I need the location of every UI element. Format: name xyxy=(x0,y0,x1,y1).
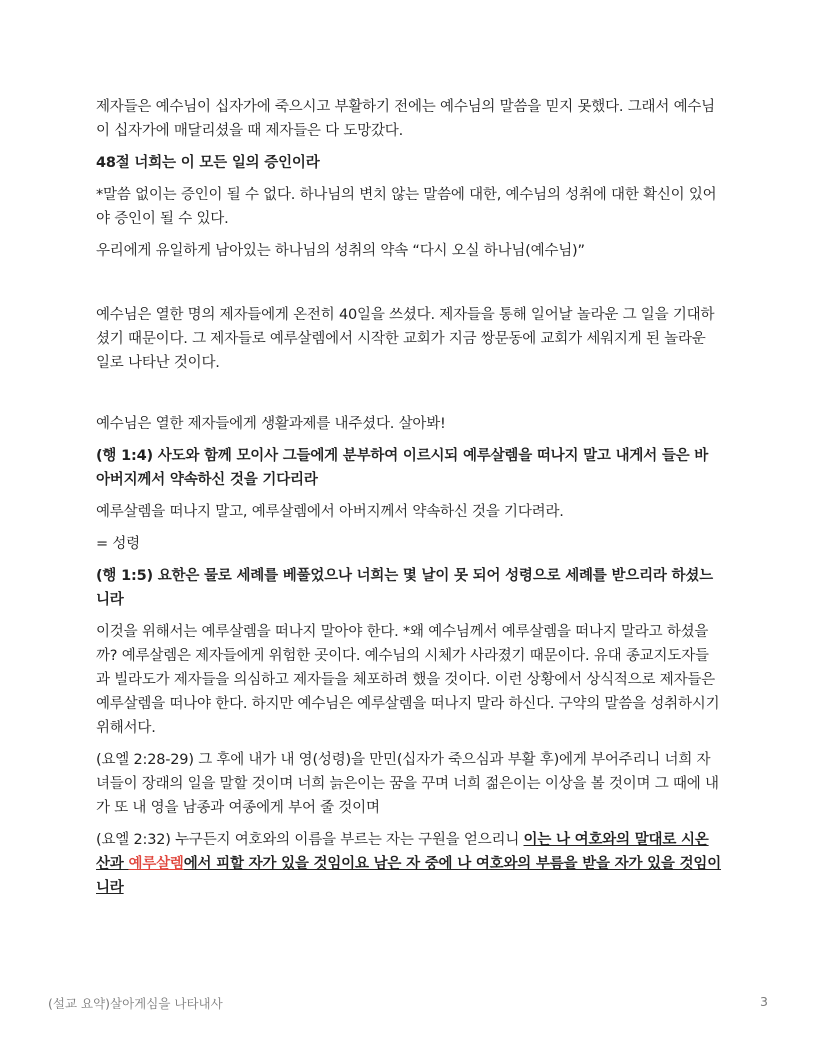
spacer xyxy=(96,271,722,303)
verse-joel-2-28: (요엘 2:28-29) 그 후에 내가 내 영(성령)을 만민(십자가 죽으심과 부활 후)에게 부어주리니 너희 자녀들이 장래의 일을 말할 것이며 너희 늙은이는 꿈을 꾸며 너희 젊은이는 이상을 볼 것이며 그 때에 내가 또 내 영을 남종과 여종에게 부어 줄 것이며 xyxy=(96,752,719,816)
joel-line-2-pre: 산과 xyxy=(96,856,129,872)
joel-underlined-text: 이는 나 여호와의 말대로 시온 xyxy=(523,832,709,848)
verse-joel-2-32 xyxy=(96,828,722,900)
paragraph-4: 우리에게 유일하게 남아있는 하나님의 성취의 약속 “다시 오실 하나님(예수님)” xyxy=(96,243,585,259)
paragraph-8: 예루살렘을 떠나지 말고, 예루살렘에서 아버지께서 약속하신 것을 기다려라. xyxy=(96,504,564,520)
paragraph-1: 제자들은 예수님이 십자가에 죽으시고 부활하기 전에는 예수님의 말씀을 믿지 못했다. 그래서 예수님이 십자가에 매달리셨을 때 제자들은 다 도망갔다. xyxy=(96,99,715,139)
paragraph-3: *말씀 없이는 증인이 될 수 없다. 하나님의 변치 않는 말씀에 대한, 예수님의 성취에 대한 확신이 있어야 증인이 될 수 있다. xyxy=(96,187,717,227)
verse-acts-1-4: (행 1:4) 사도와 함께 모이사 그들에게 분부하여 이르시되 예루살렘을 떠나지 말고 내게서 들은 바 아버지께서 약속하신 것을 기다리라 xyxy=(96,448,709,488)
footer-title: (설교 요약)살아게심을 나타내사 xyxy=(48,996,223,1011)
verse-acts-1-5: (행 1:5) 요한은 물로 세례를 베풀었으나 너희는 몇 날이 못 되어 성령으로 세례를 받으리라 하셨느니라 xyxy=(96,568,713,608)
paragraph-11: 이것을 위해서는 예루살렘을 떠나지 말아야 한다. *왜 예수님께서 예루살렘을 떠나지 말라고 하셨을까? 예루살렘은 제자들에게 위험한 곳이다. 예수님의 시체가 사라졌기 때문이다. 유대 종교지도자들과 빌라도가 제자들을 의심하고 제자들을 체포하려 했을 것이다. 이런 상황에서 상식적으로 제자들은 예루살렘을 떠나야 한다. 하지만 예수님은 예루살렘을 떠나지 말라 하신다. 구약의 말씀을 성취하시기 위해서다. xyxy=(96,624,720,736)
page-number: 3 xyxy=(760,994,768,1009)
paragraph-6: 예수님은 열한 제자들에게 생활과제를 내주셨다. 살아봐! xyxy=(96,416,446,432)
spacer xyxy=(96,383,722,412)
document-body xyxy=(96,95,722,900)
verse-heading-48: 48절 너희는 이 모든 일의 증인이라 xyxy=(96,155,320,171)
paragraph-5: 예수님은 열한 명의 제자들에게 온전히 40일을 쓰셨다. 제자들을 통해 일어날 놀라운 그 일을 기대하셨기 때문이다. 그 제자들로 예루살렘에서 시작한 교회가 지금 쌍문동에 교회가 세워지게 된 놀라운 일로 나타난 것이다. xyxy=(96,307,715,371)
joel-plain-text: (요엘 2:32) 누구든지 여호와의 이름을 부르는 자는 구원을 얻으리니 xyxy=(96,832,524,848)
jerusalem-highlight: 예루살렘 xyxy=(128,856,184,872)
joel-line-2-post: 에서 피할 자가 있을 것임이요 남은 자 중에 나 여호와의 부름을 받을 자가 있을 것임이니라 xyxy=(96,856,722,896)
paragraph-9: = 성령 xyxy=(96,536,140,552)
